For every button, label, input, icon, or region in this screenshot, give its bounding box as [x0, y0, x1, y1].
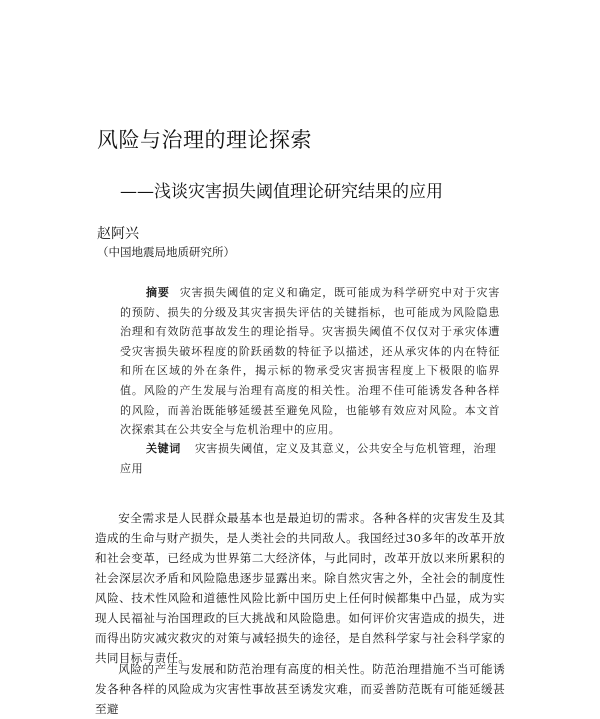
abstract-text: 灾害损失阈值的定义和确定，既可能成为科学研究中对于灾害的预防、损失的分级及其灾害损失评估的关键指标，也可能成为风险隐患治理和有效防范事故发生的理论指导。灾害损失阈值不仅仅对于承灾体遭受灾害损失破坏程度的阶跃函数的特征予以描述，还从承灾体的内在特征和所在区域的外在条件，揭示标的物承受灾害损害程度上下极限的临界值。风险的产生发展与治理有高度的相关性。治理不佳可能诱发各种各样的风险，而善治既能够延缓甚至避免风险，也能够有效应对风险。本文首次探索其在公共安全与危机治理中的应用。: [120, 286, 500, 437]
keywords-label: 关键词: [146, 442, 181, 455]
author-affiliation: （中国地震局地质研究所）: [97, 245, 235, 259]
body-paragraph-2: 风险的产生与发展和防范治理有高度的相关性。防范治理措施不当可能诱发各种各样的风险成为灾害性事故甚至诱发灾难，而妥善防范既有可能延缓甚至避: [95, 662, 505, 716]
abstract-block: [120, 283, 500, 440]
paper-subtitle: ——浅谈灾害损失阈值理论研究结果的应用: [120, 182, 443, 202]
author-name: 赵阿兴: [97, 226, 139, 242]
abstract-label: 摘要: [146, 286, 170, 299]
keywords-block: [120, 439, 500, 478]
keywords-text: 灾害损失阈值，定义及其意义，公共安全与危机管理，治理应用: [120, 442, 497, 475]
body-paragraph-1: 安全需求是人民群众最基本也是最迫切的需求。各种各样的灾害发生及其造成的生命与财产损失，是人类社会的共同敌人。我国经过30多年的改革开放和社会变革，已经成为世界第二大经济体，与此同时，改革开放以来所累积的社会深层次矛盾和风险隐患逐步显露出来。除自然灾害之外，全社会的制度性风险、技术性风险和道德性风险比新中国历史上任何时候都集中凸显，成为实现人民福祉与治国理政的巨大挑战和风险隐患。如何评价灾害造成的损失，进而得出防灾减灾救灾的对策与减轻损失的途径，是自然科学家与社会科学家的共同目标与责任。: [95, 511, 505, 665]
paper-title: 风险与治理的理论探索: [97, 128, 312, 152]
